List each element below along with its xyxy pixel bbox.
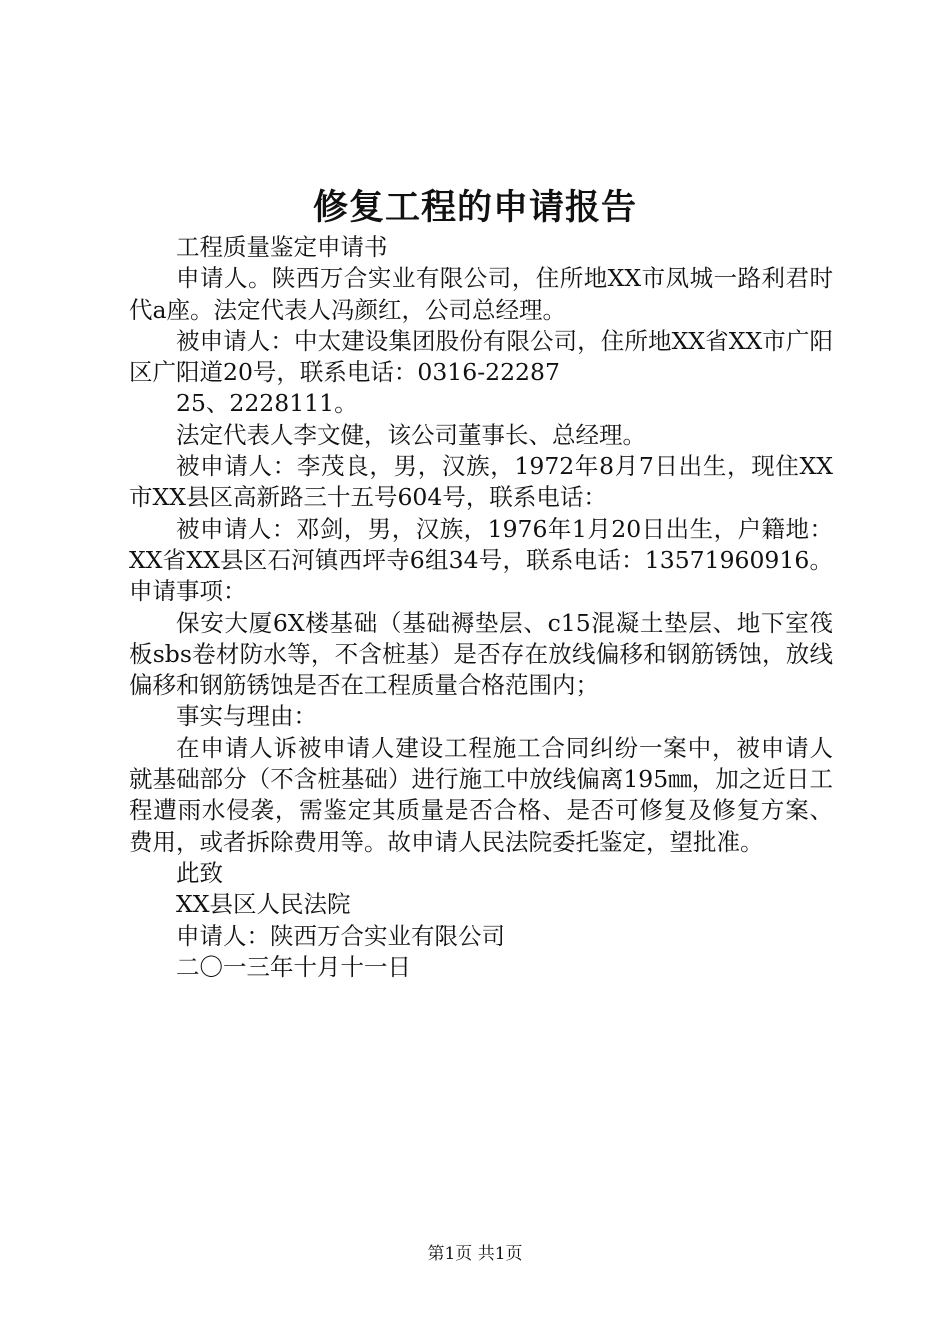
paragraph-respondent-li: 被申请人：李茂良，男，汉族，1972年8月7日出生，现住XX市XX县区高新路三十五号604号，联系电话： (129, 452, 833, 512)
page-footer: 第1页 共1页 (427, 1244, 523, 1264)
paragraph-signature: 申请人：陕西万合实业有限公司 (176, 921, 505, 950)
document-body (129, 232, 833, 983)
paragraph-facts-heading: 事实与理由： (176, 702, 317, 731)
paragraph-facts: 在申请人诉被申请人建设工程施工合同纠纷一案中，被申请人就基础部分（不含桩基础）进行施工中放线偏离195㎜，加之近日工程遭雨水侵袭，需鉴定其质量是否合格、是否可修复及修复方案、费用，或者拆除费用等。故申请人民法院委托鉴定，望批准。 (129, 733, 833, 856)
paragraph-date: 二〇一三年十月十一日 (176, 952, 411, 981)
paragraph-salutation: 此致 (176, 858, 223, 887)
paragraph-heading: 工程质量鉴定申请书 (176, 233, 388, 261)
paragraph-phone-continuation: 25、2228111。 (176, 389, 358, 418)
document-title: 修复工程的申请报告 (312, 187, 637, 228)
paragraph-court: XX县区人民法院 (176, 890, 351, 919)
paragraph-applicant: 申请人。陕西万合实业有限公司，住所地XX市凤城一路利君时代a座。法定代表人冯颜红，公司总经理。 (129, 264, 833, 324)
paragraph-respondent-deng: 被申请人：邓剑，男，汉族，1976年1月20日出生，户籍地：XX省XX县区石河镇西坪寺6组34号，联系电话：13571960916。申请事项： (129, 514, 833, 606)
paragraph-legal-representative: 法定代表人李文健，该公司董事长、总经理。 (176, 420, 646, 449)
paragraph-respondent-company: 被申请人：中太建设集团股份有限公司，住所地XX省XX市广阳区广阳道20号，联系电话：0316-22287 (129, 326, 833, 387)
paragraph-application-matters: 保安大厦6X楼基础（基础褥垫层、c15混凝土垫层、地下室筏板sbs卷材防水等，不含桩基）是否存在放线偏移和钢筋锈蚀，放线偏移和钢筋锈蚀是否在工程质量合格范围内； (129, 608, 833, 700)
